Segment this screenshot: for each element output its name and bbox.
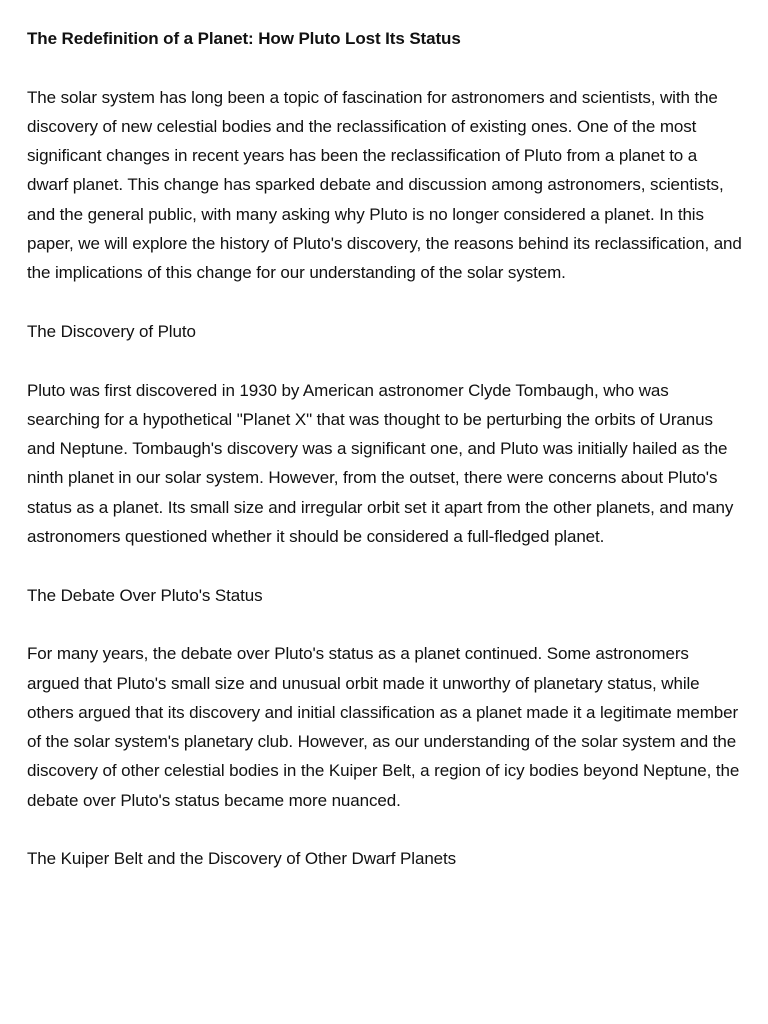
document-title: The Redefinition of a Planet: How Pluto Lost Its Status	[27, 29, 461, 48]
section-body-debate: For many years, the debate over Pluto's status as a planet continued. Some astronomers argued that Pluto's small size and unusual orbit made it unworthy of planetary status, while others argued that its discovery and initial classification as a planet made it a legitimate member of the solar system's planetary club. However, as our understanding of the solar system and the discovery of other celestial bodies in the Kuiper Belt, a region of icy bodies beyond Neptune, the debate over Pluto's status became more nuanced.	[27, 644, 740, 810]
section-heading-debate: The Debate Over Pluto's Status	[27, 585, 263, 605]
section-heading-discovery: The Discovery of Pluto	[27, 321, 196, 341]
section-heading-kuiper-belt: The Kuiper Belt and the Discovery of Other Dwarf Planets	[27, 849, 457, 869]
section-body-discovery: Pluto was first discovered in 1930 by American astronomer Clyde Tombaugh, who was searching for a hypothetical "Planet X" that was thought to be perturbing the orbits of Uranus and Neptune. Tombaugh's discovery was a significant one, and Pluto was initially hailed as the ninth planet in our solar system. However, from the outset, there were concerns about Pluto's status as a planet. Its small size and irregular orbit set it apart from the other planets, and many astronomers questioned whether it should be considered a full-fledged planet.	[27, 380, 734, 547]
intro-paragraph: The solar system has long been a topic of fascination for astronomers and scientists, with the discovery of new celestial bodies and the reclassification of existing ones. One of the most significant changes in recent years has been the reclassification of Pluto from a planet to a dwarf planet. This change has sparked debate and discussion among astronomers, scientists, and the general public, with many asking why Pluto is no longer considered a planet. In this paper, we will explore the history of Pluto's discovery, the reasons behind its reclassification, and the implications of this change for our understanding of the solar system.	[27, 87, 742, 283]
document-page	[27, 24, 742, 874]
